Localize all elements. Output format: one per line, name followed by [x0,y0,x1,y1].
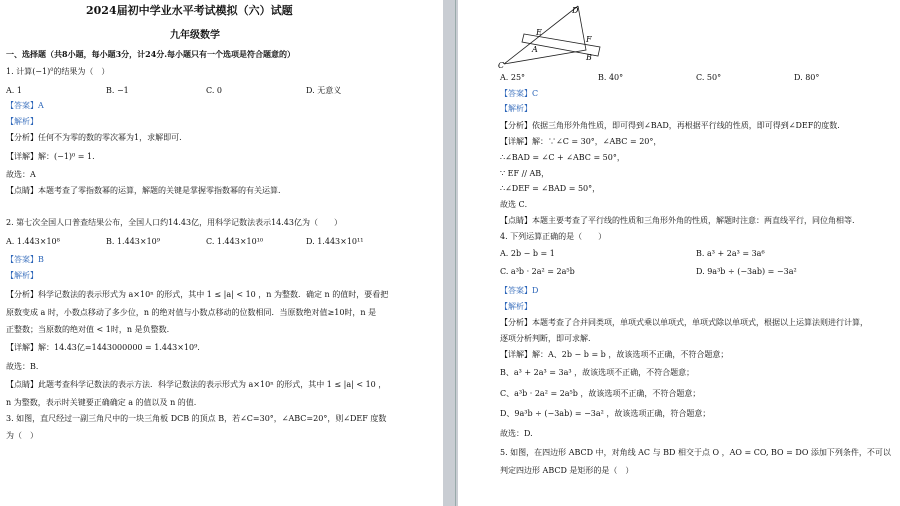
q2-comment-line1: 【点睛】此题考查科学记数法的表示方法．科学记数法的表示形式为 a×10ⁿ 的形式，其中 1 ≤ |a| < 10 ， [6,380,387,389]
label-f: F [586,35,592,44]
q2-option-d: D. 1.443×10¹¹ [306,237,364,246]
document-page-right [458,0,900,506]
q2-option-b: B. 1.443×10⁹ [106,237,160,246]
q3-therefore: 故选 C． [500,200,533,209]
label-d: D [572,6,579,15]
q1-analysis-label: 【解析】 [6,117,38,126]
q4-analysis-line1: 【分析】本题考查了合并同类项，单项式乘以单项式，单项式除以单项式，根据以上运算法则进行计算， [500,318,868,327]
q2-comment-line2: n 为整数，表示时关键要正确确定 a 的值以及 n 的值. [6,398,197,407]
q4-option-c: C. a³b · 2a² = 2a⁵b [500,267,575,276]
page-splitter[interactable] [455,0,456,506]
q4-detail-a: 【详解】解：A、2b − b = b ，故该选项不正确，不符合题意； [500,350,729,359]
q3-detail-line1: 【详解】解：∵∠C = 30°，∠ABC = 20°， [500,137,662,146]
q3-stem-line2: 为（ ） [6,431,38,440]
q1-option-d: D. 无意义 [306,86,342,95]
q1-analysis: 【分析】任何不为零的数的零次幂为1，求解即可. [6,133,182,142]
q3-comment: 【点睛】本题主要考查了平行线的性质和三角形外角的性质，解题时注意：两直线平行，同位角相等. [500,216,855,225]
document-title: 2024届初中学业水平考试模拟（六）试题 [86,4,293,17]
label-c: C [498,61,505,68]
q1-answer: 【答案】A [6,101,44,110]
q3-answer: 【答案】C [500,89,539,98]
q1-option-a: A. 1 [6,86,22,95]
q2-analysis-line3: 正整数；当原数的绝对值 < 1时，n 是负整数. [6,325,170,334]
q1-detail: 【详解】解：(−1)⁰ = 1. [6,152,95,161]
q1-therefore: 故选：A [6,170,36,179]
q2-analysis-label: 【解析】 [6,271,38,280]
q3-option-b: B. 40° [598,73,624,82]
q1-option-c: C. 0 [206,86,223,95]
q2-option-c: C. 1.443×10¹⁰ [206,237,264,246]
q2-detail: 【详解】解：14.43亿=1443000000 = 1.443×10⁹. [6,343,200,352]
document-page-left [0,0,443,506]
grade-subject-title: 九年级数学 [170,30,220,41]
label-a: A [532,45,538,54]
q4-answer: 【答案】D [500,286,539,295]
q4-option-a: A. 2b − b = 1 [500,249,555,258]
q5-stem-line1: 5. 如图，在四边形 ABCD 中，对角线 AC 与 BD 相交于点 O ，AO = CO, BO = DO 添加下列条件，不可以 [500,448,891,457]
q3-option-c: C. 50° [696,73,722,82]
section-heading: 一、选择题（共8小题，每小题3分，计24分.每小题只有一个选项是符合题意的） [6,49,296,59]
q2-analysis-line1: 【分析】科学记数法的表示形式为 a×10ⁿ 的形式，其中 1 ≤ |a| < 10 ，n 为整数．确定 n 的值时，要看把 [6,290,389,299]
q5-stem-line2: 判定四边形 ABCD 是矩形的是（ ） [500,466,634,475]
q3-stem-line1: 3. 如图，直尺经过一副三角尺中的一块三角板 DCB 的顶点 B，若∠C=30°，∠ABC=20°，则∠DEF 度数 [6,414,387,423]
q3-option-a: A. 25° [500,73,526,82]
q4-therefore: 故选：D. [500,429,533,438]
q3-detail-line3: ∵ EF // AB， [500,169,550,178]
q3-analysis-label: 【解析】 [500,104,532,113]
q1-comment: 【点睛】本题考查了零指数幂的运算，解题的关键是掌握零指数幂的有关运算. [6,186,281,195]
q4-analysis-line2: 逐项分析判断，即可求解. [500,334,591,343]
q3-detail-line4: ∴∠DEF = ∠BAD = 50°， [500,184,601,193]
q4-analysis-label: 【解析】 [500,302,532,311]
label-e: E [536,28,542,37]
q4-detail-d: D、9a³b ÷ (−3ab) = −3a² ，故该选项正确，符合题意； [500,409,711,418]
q1-stem: 1. 计算$(-1)^0$的结果为（ ） [6,67,110,76]
label-b: B [586,53,592,62]
q3-figure [494,4,604,68]
q2-answer: 【答案】B [6,255,44,264]
q2-option-a: A. 1.443×10⁸ [6,237,60,246]
q4-detail-b: B、a³ + 2a³ = 3a³ ，故该选项不正确，不符合题意； [500,368,695,377]
q3-option-d: D. 80° [794,73,820,82]
q4-detail-c: C、a³b · 2a² = 2a⁵b ，故该选项不正确，不符合题意； [500,389,701,398]
q2-therefore: 故选：B． [6,362,44,371]
q2-stem: 2. 第七次全国人口普查结果公布，全国人口约14.43亿，用科学记数法表示14.43亿为（ ） [6,218,342,227]
q4-option-b: B. a³ + 2a³ = 3a⁶ [696,249,765,258]
q4-stem: 4. 下列运算正确的是（ ） [500,232,607,241]
q1-option-b: B. −1 [106,86,129,95]
q3-analysis: 【分析】依据三角形外角性质，即可得到∠BAD，再根据平行线的性质，即可得到∠DEF的度数. [500,121,840,130]
q2-analysis-line2: 原数变成 a 时，小数点移动了多少位，n 的绝对值与小数点移动的位数相同．当原数绝对值≥10时，n 是 [6,308,377,317]
q4-option-d: D. 9a³b ÷ (−3ab) = −3a² [696,267,797,276]
q3-detail-line2: ∴∠BAD = ∠C + ∠ABC = 50°， [500,153,625,162]
